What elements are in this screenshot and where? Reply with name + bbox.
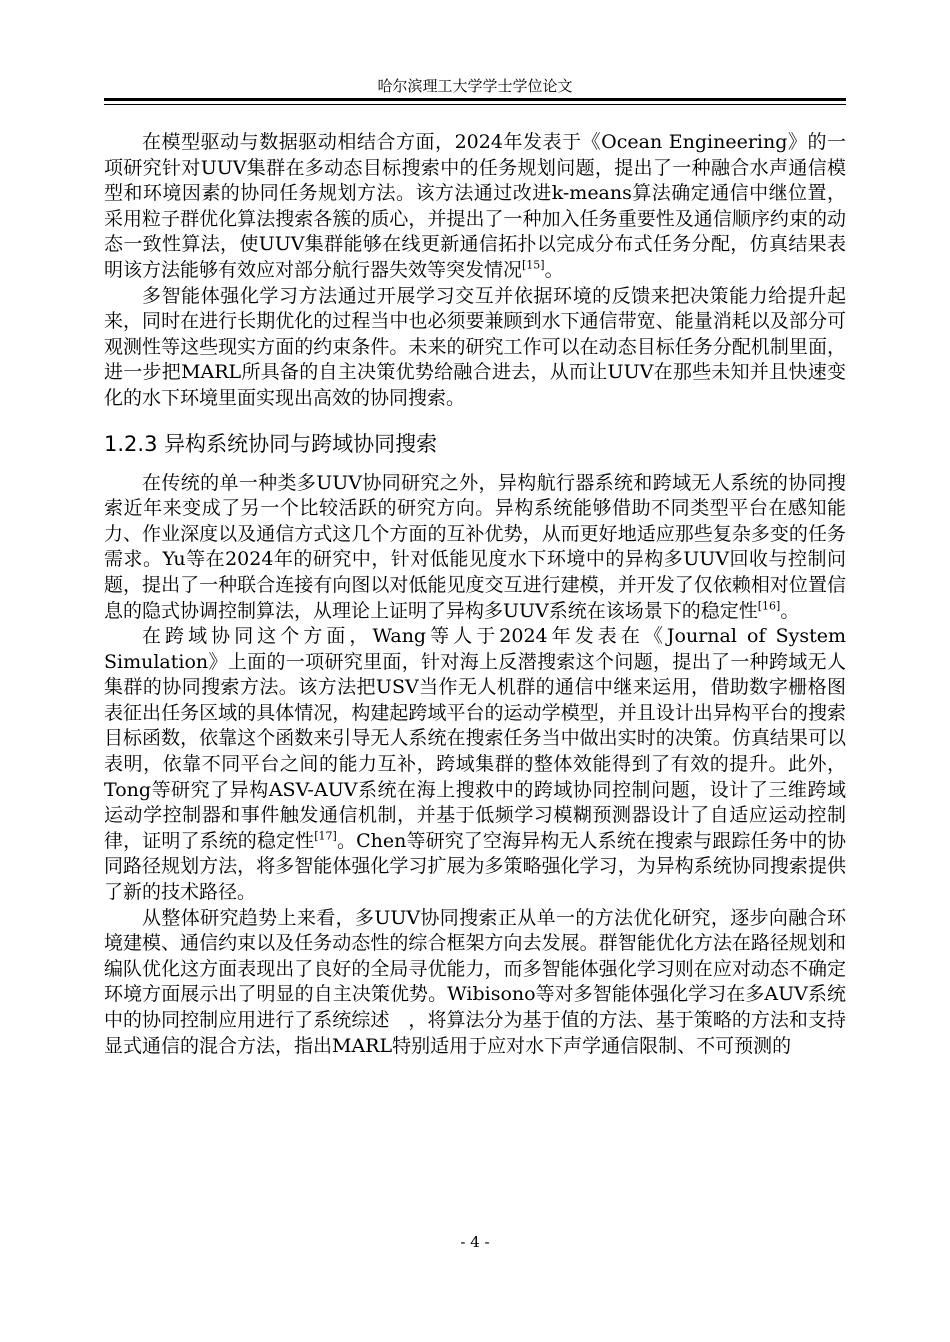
- paragraph-text: 在模型驱动与数据驱动相结合方面，2024年发表于《Ocean Engineering》的一项研究针对UUV集群在多动态目标搜索中的任务规划问题，提出了一种融合水声通信模型和环境因素的协同任务规划方法。该方法通过改进k-means算法确定通信中继位置，采用粒子群优化算法搜索各簇的质心，并提出了一种加入任务重要性及通信顺序约束的动态一致性算法，使UUV集群能够在线更新通信拓扑以完成分布式任务分配，仿真结果表明该方法能够有效应对部分航行器失效等突发情况: [104, 131, 846, 281]
- running-header: 哈尔滨理工大学学士学位论文: [377, 77, 573, 95]
- paragraph-cross-domain: [104, 624, 846, 906]
- paragraph-text-continued: 。Chen等研究了空海异构无人系统在搜索与跟踪任务中的协同路径规划方法，将多智能体强化学习扩展为多策略强化学习，为异构系统协同搜索提供了新的技术路径。: [104, 829, 846, 904]
- section-heading: 1.2.3 异构系统协同与跨域协同搜索: [104, 431, 438, 456]
- paragraph-end: 。: [544, 258, 564, 281]
- citation: [16]: [757, 599, 781, 613]
- citation: [15]: [522, 258, 545, 272]
- header-rule-thin: [104, 104, 846, 105]
- paragraph-heterogeneous: [104, 471, 846, 625]
- paragraph-model-data-driven: [104, 130, 846, 284]
- citation: [17]: [314, 829, 337, 843]
- paragraph-text: 在跨域协同这个方面，Wang等人于2024年发表在《Journal of System Simulation》上面的一项研究里面，针对海上反潜搜索这个问题，提出了一种跨域无人集群的协同搜索方法。该方法把USV当作无人机群的通信中继来运用，借助数字栅格图表征出任务区域的具体情况，构建起跨域平台的运动学模型，并且设计出异构平台的搜索目标函数，依靠这个函数来引导无人系统在搜索任务当中做出实时的决策。仿真结果可以表明，依靠不同平台之间的能力互补，跨域集群的整体效能得到了有效的提升。此外，Tong等研究了异构ASV-AUV系统在海上搜救中的跨域协同控制问题，设计了三维跨域运动学控制器和事件触发通信机制，并基于低频学习模糊预测器设计了自适应运动控制律，证明了系统的稳定性: [104, 625, 846, 852]
- page-body: [104, 130, 846, 1059]
- page-number: - 4 -: [460, 1233, 490, 1251]
- paragraph-text: 在传统的单一种类多UUV协同研究之外，异构航行器系统和跨域无人系统的协同搜索近年来变成了另一个比较活跃的研究方向。异构系统能够借助不同类型平台在感知能力、作业深度以及通信方式这几个方面的互补优势，从而更好地适应那些复杂多变的任务需求。Yu等在2024年的研究中，针对低能见度水下环境中的异构多UUV回收与控制问题，提出了一种联合连接有向图以对低能见度交互进行建模，并开发了仅依赖相对位置信息的隐式协调控制算法，从理论上证明了异构多UUV系统在该场景下的稳定性: [104, 471, 846, 622]
- header-rule-thick: [104, 98, 846, 101]
- paragraph-trend: 从整体研究趋势上来看，多UUV协同搜索正从单一的方法优化研究，逐步向融合环境建模、通信约束以及任务动态性的综合框架方向去发展。群智能优化方法在路径规划和编队优化这方面表现出了良好的全局寻优能力，而多智能体强化学习则在应对动态不确定环境方面展示出了明显的自主决策优势。Wibisono等对多智能体强化学习在多AUV系统中的协同控制应用进行了系统综述 ，将算法分为基于值的方法、基于策略的方法和支持显式通信的混合方法，指出MARL特别适用于应对水下声学通信限制、不可预测的: [104, 906, 846, 1057]
- paragraph-end: 。: [780, 599, 800, 622]
- paragraph-marl: 多智能体强化学习方法通过开展学习交互并依据环境的反馈来把决策能力给提升起来，同时在进行长期优化的过程当中也必须要兼顾到水下通信带宽、能量消耗以及部分可观测性等这些现实方面的约束条件。未来的研究工作可以在动态目标任务分配机制里面，进一步把MARL所具备的自主决策优势给融合进去，从而让UUV在那些未知并且快速变化的水下环境里面实现出高效的协同搜索。: [104, 284, 846, 409]
